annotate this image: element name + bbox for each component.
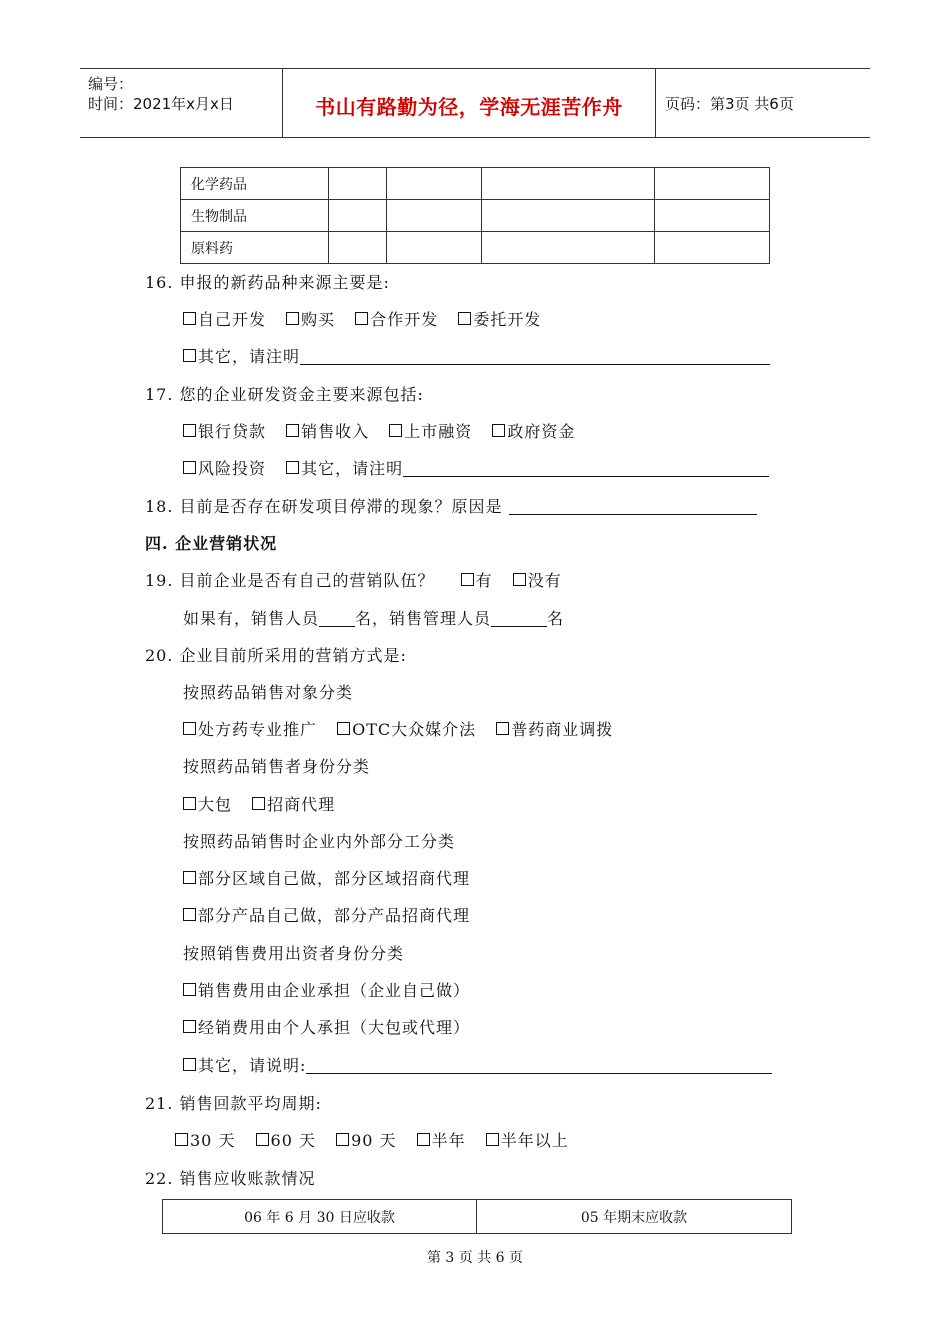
header-page-number: 页码：第3页 共6页 <box>665 95 794 113</box>
document-number-label: 编号： <box>88 75 134 93</box>
checkbox-icon <box>458 312 471 325</box>
q20-other <box>183 1053 772 1076</box>
checkbox-icon <box>256 1133 269 1146</box>
group-title: 按照销售费用出资者身份分类 <box>183 944 405 963</box>
checkbox-icon <box>183 349 196 362</box>
checkbox-icon <box>513 573 526 586</box>
q21-option[interactable]: 30 天 <box>175 1131 235 1150</box>
q20-other-input[interactable] <box>306 1057 772 1074</box>
q20-option[interactable]: 大包 <box>183 795 232 814</box>
header-motto-cell <box>282 69 656 137</box>
q16-option[interactable]: 自己开发 <box>183 310 266 329</box>
q17-other-option[interactable]: 其它，请注明 <box>286 459 403 478</box>
sales-manager-count-input[interactable] <box>491 610 547 627</box>
checkbox-icon <box>183 424 196 437</box>
table-row-label: 原料药 <box>181 232 329 264</box>
q21-option[interactable]: 90 天 <box>336 1131 396 1150</box>
q20-option[interactable]: 经销费用由个人承担（大包或代理） <box>183 1015 470 1038</box>
checkbox-icon <box>461 573 474 586</box>
q17-option[interactable]: 风险投资 <box>183 459 266 478</box>
table-cell <box>329 200 387 232</box>
question-17: 17. 您的企业研发资金主要来源包括: <box>145 385 424 404</box>
q17-option[interactable]: 政府资金 <box>492 422 575 441</box>
question-21-options <box>175 1128 583 1151</box>
table-cell <box>387 232 482 264</box>
checkbox-icon <box>286 424 299 437</box>
table-row <box>181 200 770 232</box>
page-header <box>80 68 870 138</box>
table-cell <box>329 232 387 264</box>
checkbox-icon <box>183 722 196 735</box>
q19-option-yes[interactable]: 有 <box>461 571 493 590</box>
question-20: 20. 企业目前所采用的营销方式是: <box>145 646 407 665</box>
checkbox-icon <box>417 1133 430 1146</box>
q18-reason-input[interactable] <box>509 498 757 515</box>
section-title: 四. 企业营销状况 <box>145 534 278 553</box>
q16-other-input[interactable] <box>300 348 770 365</box>
document-date-label: 时间：2021年x月x日 <box>88 95 234 113</box>
checkbox-icon <box>183 871 196 884</box>
question-16-other <box>183 344 770 367</box>
checkbox-icon <box>183 983 196 996</box>
q17-option[interactable]: 上市融资 <box>389 422 472 441</box>
q21-option[interactable]: 半年以上 <box>486 1131 569 1150</box>
header-page-cell <box>655 69 870 137</box>
group-title: 按照药品销售时企业内外部分工分类 <box>183 832 456 851</box>
page-footer: 第 3 页 共 6 页 <box>426 1250 524 1266</box>
checkbox-icon <box>355 312 368 325</box>
table-cell <box>482 232 655 264</box>
table-cell <box>482 200 655 232</box>
q16-option[interactable]: 购买 <box>286 310 335 329</box>
q16-other-option[interactable]: 其它，请注明 <box>183 347 300 366</box>
q17-option[interactable]: 银行贷款 <box>183 422 266 441</box>
checkbox-icon <box>183 1020 196 1033</box>
checkbox-icon <box>496 722 509 735</box>
q20-option[interactable]: 处方药专业推广 <box>183 720 317 739</box>
table-row-label: 化学药品 <box>181 168 329 200</box>
checkbox-icon <box>252 797 265 810</box>
checkbox-icon <box>183 312 196 325</box>
question-21: 21. 销售回款平均周期: <box>145 1094 322 1113</box>
checkbox-icon <box>175 1133 188 1146</box>
checkbox-icon <box>183 908 196 921</box>
q20-option[interactable]: 销售费用由企业承担（企业自己做） <box>183 978 470 1001</box>
q20-option[interactable]: 部分区域自己做，部分区域招商代理 <box>183 866 470 889</box>
q19-option-no[interactable]: 没有 <box>513 571 562 590</box>
q21-option[interactable]: 半年 <box>417 1131 466 1150</box>
header-meta-cell <box>80 69 282 137</box>
question-16: 16. 申报的新药品种来源主要是: <box>145 273 390 292</box>
checkbox-icon <box>389 424 402 437</box>
sales-staff-count-input[interactable] <box>319 610 355 627</box>
table-cell <box>482 168 655 200</box>
checkbox-icon <box>286 312 299 325</box>
table-cell <box>387 168 482 200</box>
checkbox-icon <box>286 461 299 474</box>
table-header-row <box>163 1200 792 1234</box>
header-motto: 书山有路勤为径，学海无涯苦作舟 <box>315 95 623 119</box>
question-16-options <box>183 307 555 330</box>
q20-option[interactable]: 部分产品自己做，部分产品招商代理 <box>183 903 470 926</box>
checkbox-icon <box>183 1058 196 1071</box>
checkbox-icon <box>337 722 350 735</box>
question-18: 18. 目前是否存在研发项目停滞的现象？原因是 <box>145 494 757 517</box>
checkbox-icon <box>183 461 196 474</box>
q16-option[interactable]: 合作开发 <box>355 310 438 329</box>
q17-option[interactable]: 销售收入 <box>286 422 369 441</box>
table-row <box>181 232 770 264</box>
table-cell <box>655 232 770 264</box>
question-17-other <box>183 456 769 479</box>
table-header-cell: 05 年期末应收款 <box>477 1200 792 1234</box>
q16-option[interactable]: 委托开发 <box>458 310 541 329</box>
checkbox-icon <box>183 797 196 810</box>
q21-option[interactable]: 60 天 <box>256 1131 316 1150</box>
table-row <box>181 168 770 200</box>
table-cell <box>387 200 482 232</box>
table-cell <box>655 168 770 200</box>
drug-category-table <box>180 167 770 264</box>
checkbox-icon <box>492 424 505 437</box>
q20-option[interactable]: OTC大众媒介法 <box>337 720 476 739</box>
q17-other-input[interactable] <box>403 460 769 477</box>
q20-group1-options <box>183 717 627 740</box>
q20-option[interactable]: 招商代理 <box>252 795 335 814</box>
question-17-options <box>183 419 589 442</box>
group-title: 按照药品销售者身份分类 <box>183 757 371 776</box>
table-row-label: 生物制品 <box>181 200 329 232</box>
checkbox-icon <box>336 1133 349 1146</box>
group-title: 按照药品销售对象分类 <box>183 683 354 702</box>
question-19-sub: 如果有，销售人员 名，销售管理人员 名 <box>183 609 565 628</box>
receivables-table <box>162 1199 792 1234</box>
table-cell <box>329 168 387 200</box>
q20-option[interactable]: 普药商业调拨 <box>496 720 613 739</box>
question-22: 22. 销售应收账款情况 <box>145 1169 316 1188</box>
q20-other-option[interactable]: 其它，请说明: <box>183 1056 306 1075</box>
q20-group2-options <box>183 792 349 815</box>
question-19: 19. 目前企业是否有自己的营销队伍？ 有 没有 <box>145 571 562 590</box>
table-cell <box>655 200 770 232</box>
table-header-cell: 06 年 6 月 30 日应收款 <box>163 1200 477 1234</box>
checkbox-icon <box>486 1133 499 1146</box>
